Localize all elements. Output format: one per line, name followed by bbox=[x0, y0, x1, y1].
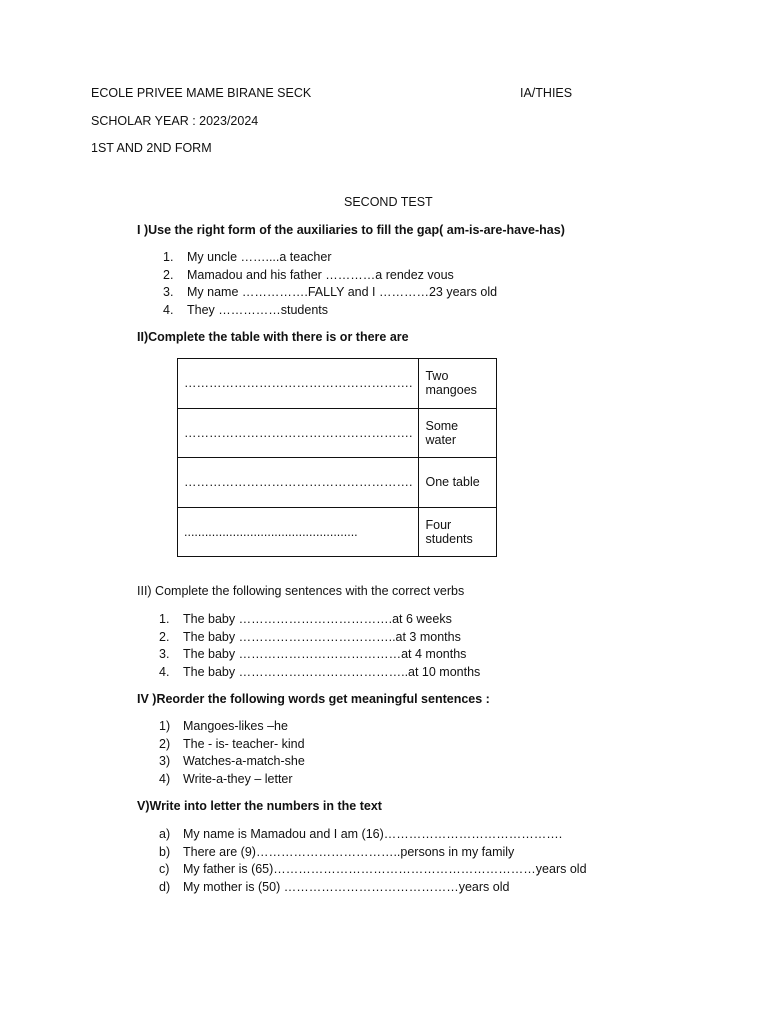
section5-heading: V)Write into letter the numbers in the text bbox=[137, 799, 382, 813]
answer-blank: .................................................. bbox=[178, 507, 419, 557]
item-number: 2. bbox=[159, 629, 170, 644]
item-number: b) bbox=[159, 844, 171, 859]
item-text: The baby ………………………………..at 3 months bbox=[183, 629, 461, 644]
section3-heading: III) Complete the following sentences with the correct verbs bbox=[137, 584, 465, 598]
item-text: Watches-a-match-she bbox=[183, 754, 305, 769]
item-number: 1. bbox=[163, 250, 174, 264]
section4-heading: IV )Reorder the following words get meaningful sentences : bbox=[137, 692, 490, 706]
item-number: 2. bbox=[163, 267, 174, 282]
item-text: My name is Mamadou and I am (16)……………………………………. bbox=[183, 827, 563, 841]
form-level: 1ST AND 2ND FORM bbox=[91, 141, 212, 155]
item-text: My mother is (50) ……………………………………years old bbox=[183, 879, 510, 894]
table-item: Two mangoes bbox=[419, 359, 497, 409]
item-text: My father is (65)………………………………………………………years old bbox=[183, 862, 587, 877]
item-number: d) bbox=[159, 879, 171, 894]
item-number: 1. bbox=[159, 612, 170, 626]
item-number: c) bbox=[159, 862, 170, 877]
table-row bbox=[178, 458, 497, 508]
item-text: My uncle ……....a teacher bbox=[187, 250, 332, 264]
item-text: Mangoes-likes –he bbox=[183, 719, 288, 733]
table-item: One table bbox=[419, 458, 497, 508]
item-text: They ……………students bbox=[187, 302, 329, 317]
test-title: SECOND TEST bbox=[344, 195, 433, 209]
item-number: 4) bbox=[159, 771, 171, 786]
answer-blank: ………………………………………………. bbox=[178, 458, 419, 508]
item-number: 1) bbox=[159, 719, 171, 733]
item-text: The baby ……………………………….at 6 weeks bbox=[183, 612, 452, 626]
table-row bbox=[178, 408, 497, 458]
table-row bbox=[178, 507, 497, 557]
item-text: My name …………….FALLY and I …………23 years old bbox=[187, 285, 498, 300]
item-number: 3. bbox=[159, 647, 170, 662]
section1-heading: I )Use the right form of the auxiliaries to fill the gap( am-is-are-have-has) bbox=[137, 223, 565, 237]
item-text: The baby …………………………………..at 10 months bbox=[183, 664, 481, 679]
item-text: Write-a-they – letter bbox=[183, 771, 293, 786]
school-name: ECOLE PRIVEE MAME BIRANE SECK bbox=[91, 86, 312, 100]
item-number: 3. bbox=[163, 285, 174, 300]
item-number: a) bbox=[159, 827, 171, 841]
table-item: Four students bbox=[419, 507, 497, 557]
answer-blank: ………………………………………………. bbox=[178, 408, 419, 458]
answer-blank: ………………………………………………. bbox=[178, 359, 419, 409]
item-number: 3) bbox=[159, 754, 171, 769]
item-text: There are (9)……………………………..persons in my family bbox=[183, 844, 515, 859]
item-text: The baby …………………………………at 4 months bbox=[183, 647, 467, 662]
there-is-table bbox=[177, 358, 497, 557]
table-item: Some water bbox=[419, 408, 497, 458]
item-number: 4. bbox=[159, 664, 170, 679]
table-row bbox=[178, 359, 497, 409]
section2-heading: II)Complete the table with there is or there are bbox=[137, 330, 409, 344]
item-text: Mamadou and his father …………a rendez vous bbox=[187, 267, 454, 282]
item-number: 2) bbox=[159, 736, 171, 751]
item-text: The - is- teacher- kind bbox=[183, 736, 305, 751]
region-label: IA/THIES bbox=[520, 86, 573, 100]
item-number: 4. bbox=[163, 302, 174, 317]
scholar-year: SCHOLAR YEAR : 2023/2024 bbox=[91, 114, 259, 128]
